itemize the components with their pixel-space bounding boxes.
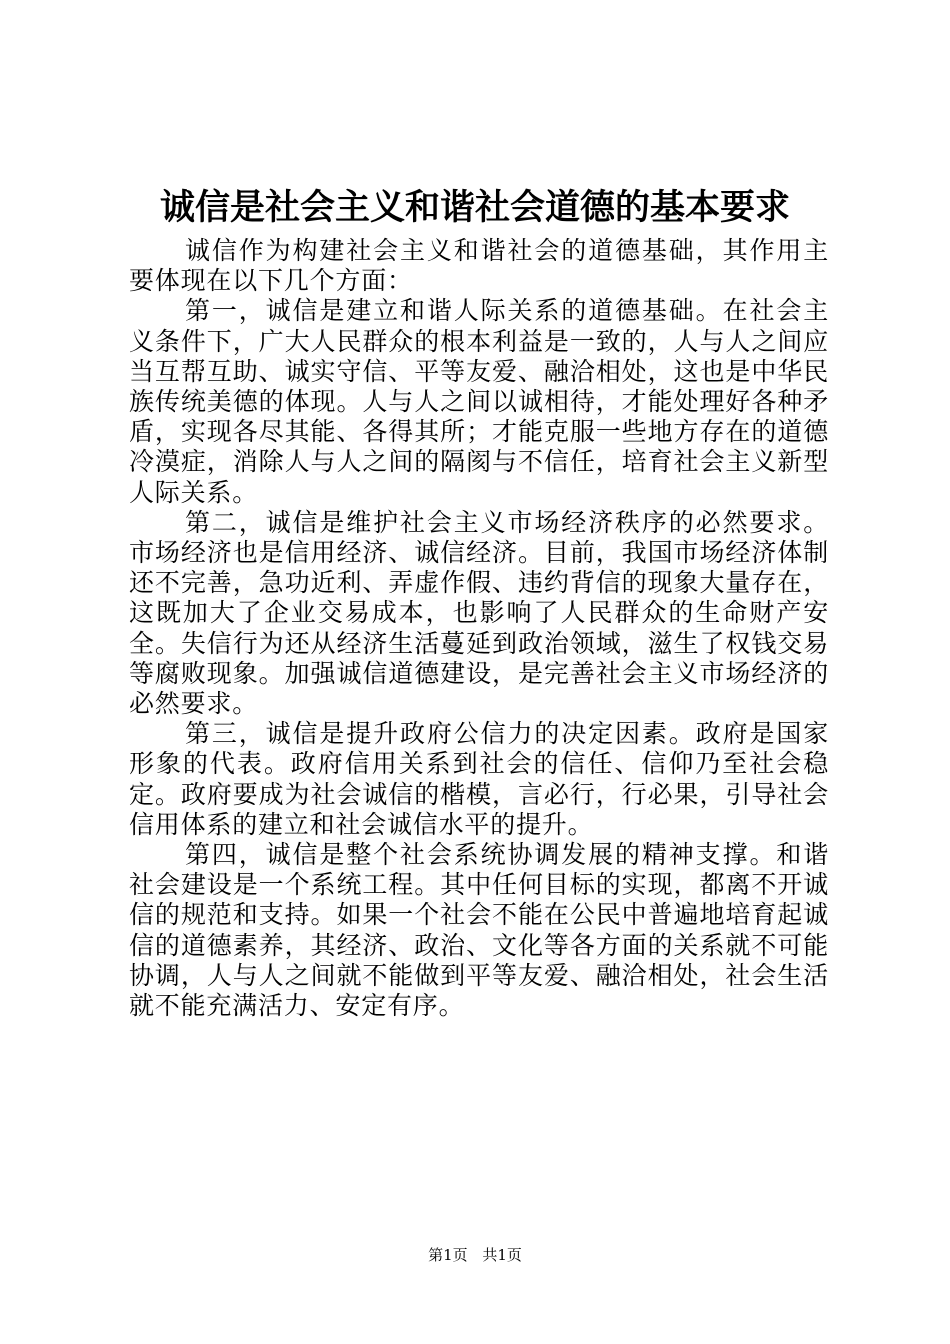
paragraph-third: 第三，诚信是提升政府公信力的决定因素。政府是国家形象的代表。政府信用关系到社会的信任、信仰乃至社会稳定。政府要成为社会诚信的楷模，言必行，行必果，引导社会信用体系的建立和社会诚信水平的提升。 — [129, 719, 829, 839]
paragraph-first: 第一，诚信是建立和谐人际关系的道德基础。在社会主义条件下，广大人民群众的根本利益是一致的，人与人之间应当互帮互助、诚实守信、平等友爱、融洽相处，这也是中华民族传统美德的体现。人与人之间以诚相待，才能处理好各种矛盾，实现各尽其能、各得其所；才能克服一些地方存在的道德冷漠症，消除人与人之间的隔阂与不信任，培育社会主义新型人际关系。 — [129, 296, 829, 507]
document-body — [129, 236, 829, 1021]
page-number: 第1页 — [428, 1246, 468, 1264]
page-footer — [0, 1245, 950, 1265]
document-title: 诚信是社会主义和谐社会道德的基本要求 — [159, 187, 790, 228]
paragraph-second: 第二，诚信是维护社会主义市场经济秩序的必然要求。市场经济也是信用经济、诚信经济。目前，我国市场经济体制还不完善，急功近利、弄虚作假、违约背信的现象大量存在，这既加大了企业交易成本，也影响了人民群众的生命财产安全。失信行为还从经济生活蔓延到政治领域，滋生了权钱交易等腐败现象。加强诚信道德建设，是完善社会主义市场经济的必然要求。 — [129, 507, 829, 719]
page-total: 共1页 — [482, 1246, 522, 1264]
paragraph-fourth: 第四，诚信是整个社会系统协调发展的精神支撑。和谐社会建设是一个系统工程。其中任何目标的实现，都离不开诚信的规范和支持。如果一个社会不能在公民中普遍地培育起诚信的道德素养，其经济、政治、文化等各方面的关系就不可能协调，人与人之间就不能做到平等友爱、融洽相处，社会生活就不能充满活力、安定有序。 — [129, 840, 829, 1021]
paragraph-intro: 诚信作为构建社会主义和谐社会的道德基础，其作用主要体现在以下几个方面： — [129, 236, 829, 296]
